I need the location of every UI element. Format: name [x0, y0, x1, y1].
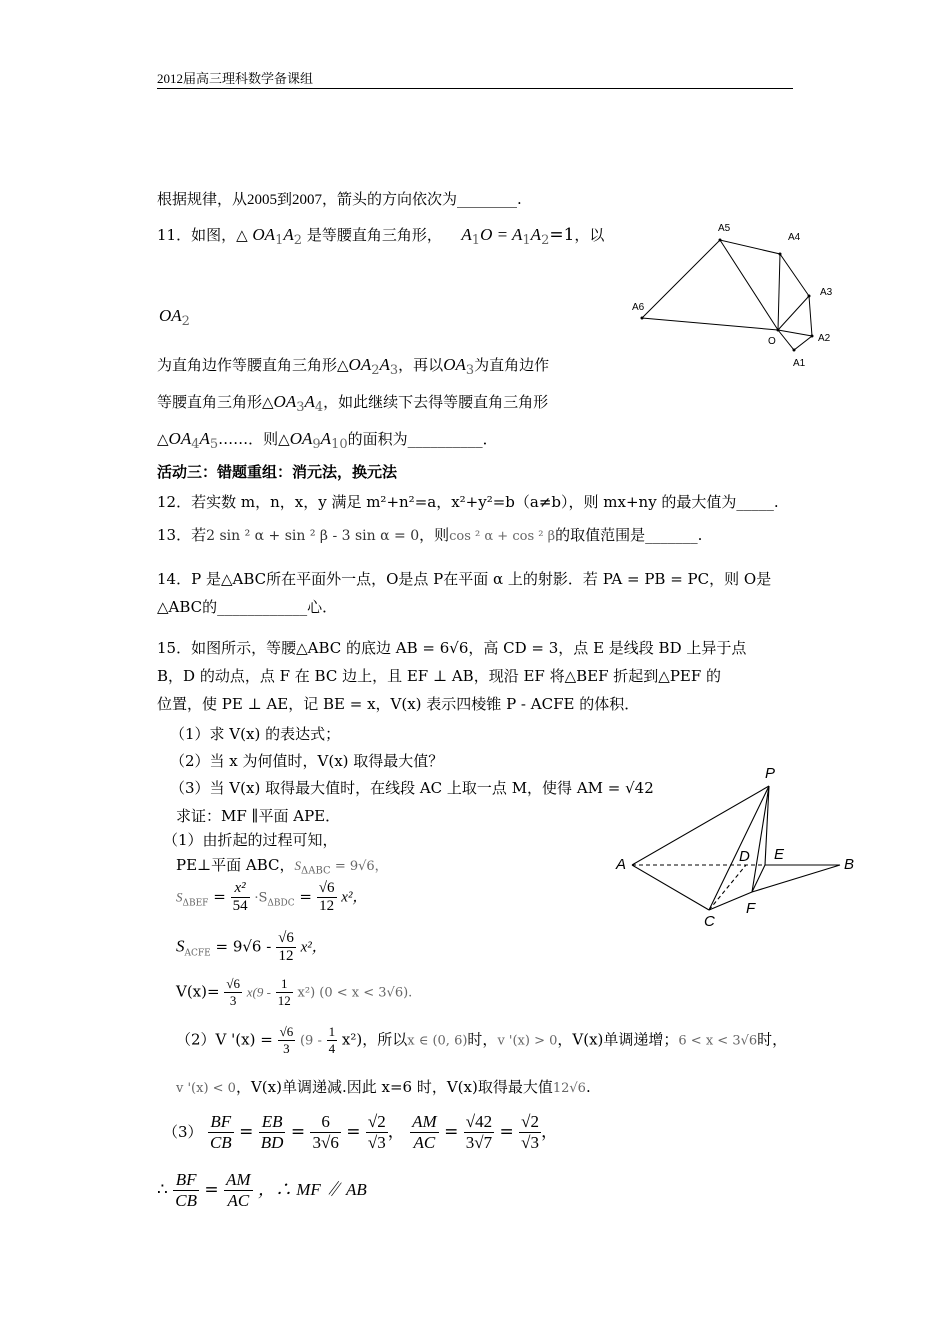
activity3-heading: 活动三：错题重组：消元法，换元法 [157, 463, 398, 481]
sol-1-intro: （1）由折起的过程可知， [163, 831, 338, 849]
q10-tail-line: 根据规律，从2005到2007，箭头的方向依次为________. [157, 190, 522, 208]
fig-label-d: D [739, 848, 750, 865]
q11-line3: 为直角边作等腰直角三角形$\triangle OA_2A_3$，再以$OA_3$为直角边作 [157, 355, 550, 378]
fig-label-a1: A1 [793, 358, 806, 369]
sol-3-line1: （3） $\frac{BF}{CB}$ = $\frac{EB}{BD}$ = $\frac{6}{3√6}$ = $\frac{√2}{√3}$ ， $\frac{AM}{AC}$ = $\frac{√42}{3√7}$ = $\frac{√2}{√3}$ ， [163, 1112, 558, 1152]
fig-label-a6: A6 [632, 302, 645, 313]
q11-line4: 等腰直角三角形$\triangle OA_3A_4$，如此继续下去得等腰直角三角形 [157, 392, 549, 415]
q15-line2: B，D 的动点，点 F 在 BC 边上，且 EF ⊥ AB，现沿 EF 将△BEF 折起到△PEF 的 [157, 667, 722, 685]
fig-label-a5: A5 [718, 223, 731, 234]
q15-line3: 位置，使 PE ⊥ AE，记 BE = x，V(x) 表示四棱锥 P - ACFE 的体积． [157, 695, 640, 713]
header-rule [157, 88, 793, 89]
fig-label-a3: A3 [820, 287, 833, 298]
q11-line1: 11．如图，△ $OA_1A_2$ 是等腰直角三角形， $A_1O = A_1A_2=1$，以 [157, 225, 605, 248]
q12-text: 12．若实数 m，n，x，y 满足 m²+n²=a，x²+y²=b（a≠b），则 mx+ny 的最大值为_____. [157, 493, 779, 511]
q15-part1: （1）求 V(x) 的表达式； [170, 725, 341, 743]
fig-label-a4: A4 [788, 232, 801, 243]
fig-label-c: C [704, 913, 715, 930]
sol-1-line3: $S_{\Delta BEF}$ = $\frac{\text{x²}}{54}$ $\cdot S_{\Delta BDC}$ = $\frac{√6}{12}$ x²， [176, 880, 368, 914]
q13-line: 13．若2 sin ² α + sin ² β - 3 sin α = 0，则cos ² α + cos ² β的取值范围是_______. [157, 526, 703, 544]
page-header: 2012届高三理科数学备课组 [157, 71, 314, 86]
q15-line1: 15．如图所示，等腰△ABC 的底边 AB = 6√6，高 CD = 3，点 E 是线段 BD 上异于点 [157, 639, 747, 657]
sol-2-line2: v '(x) < 0，V(x)单调递减.因此 x=6 时，V(x)取得最大值12√6. [176, 1078, 591, 1096]
q15-figure [612, 762, 862, 932]
q15-part2: （2）当 x 为何值时，V(x) 取得最大值？ [170, 752, 444, 770]
sol-1-line4: $S_{ACFE} = 9√6$ - $\frac{√6}{12}$ x²， [176, 930, 327, 964]
fig-label-b: B [844, 856, 855, 873]
q15-part3: （3）当 V(x) 取得最大值时，在线段 AC 上取一点 M，使得 AM = √42 [170, 779, 654, 797]
q14-line1: 14．P 是△ABC所在平面外一点，O是点 P在平面 α 上的射影．若 PA = PB = PC，则 O是 [157, 570, 772, 588]
fig-label-a: A [616, 856, 627, 873]
sol-1-line5: V(x)= $\frac{√6}{3}$ x(9 - $\frac{1}{12}$ x²) (0 < x < 3√6). [176, 976, 413, 1008]
q14-line2: △ABC的____________心． [157, 598, 338, 616]
q15-prove: 求证：MF ∥平面 APE． [176, 807, 341, 825]
sol-1-line2: PE⊥平面 ABC，$S_{\Delta ABC} = 9√6$， [176, 856, 388, 877]
q11-figure [630, 218, 840, 376]
q11-oa2: $OA_2$ [159, 306, 190, 329]
fig-label-p: P [765, 765, 776, 782]
fig-label-f: F [746, 900, 756, 917]
sol-2-line1: （2）V '(x) = $\frac{√6}{3}$ (9 - $\frac{1}{4}$ x²)，所以x ∈ (0, 6)时，v '(x) > 0，V(x)单调递增；6 < x < 3√6时， [176, 1024, 788, 1056]
fig-label-e: E [774, 846, 785, 863]
q11-line5: $\triangle OA_4A_5\dots\dots$．则$\triangle OA_9A_{10}$的面积为__________． [157, 429, 498, 452]
fig-label-a2: A2 [818, 333, 831, 344]
sol-3-line2: ∴ $\frac{BF}{CB}$ = $\frac{AM}{AC}$ ，∴ MF ∥ AB [157, 1170, 367, 1210]
fig-label-o: O [768, 336, 776, 347]
